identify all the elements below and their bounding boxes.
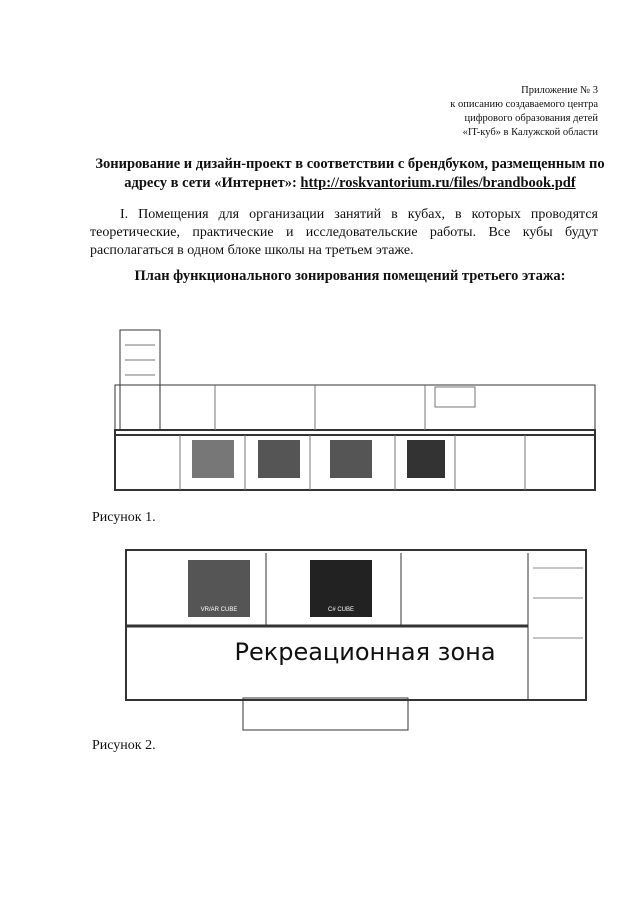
plan-title: План функционального зонирования помещений третьего этажа: <box>134 268 566 284</box>
floor-plan-1 <box>95 325 600 495</box>
annex-line: к описанию создаваемого центра <box>450 99 598 110</box>
document-title <box>90 155 610 193</box>
logo-text: VR/AR CUBE <box>200 607 238 613</box>
figure1-caption: Рисунок 1. <box>92 510 156 525</box>
annex-line: цифрового образования детей <box>464 113 598 124</box>
cube-logo <box>330 440 372 478</box>
figure2-caption: Рисунок 2. <box>92 738 156 753</box>
cube-logo <box>258 440 300 478</box>
annex-header <box>450 84 598 140</box>
annex-line: Приложение № 3 <box>521 85 598 96</box>
recreation-zone-label: Рекреационная зона <box>234 638 496 666</box>
brandbook-link[interactable]: http://roskvantorium.ru/files/brandbook.pdf <box>300 175 576 191</box>
floor-plan-2 <box>118 538 593 733</box>
paragraph: I. Помещения для организации занятий в кубах, в которых проводятся теоретические, практические и исследовательские работы. Все кубы будут располагаться в одном блоке школы на третьем этаже. <box>90 207 598 258</box>
logo-text: C# CUBE <box>327 607 355 613</box>
cube-logo <box>407 440 445 478</box>
title-text: Зонирование и дизайн-проект в соответствии с брендбуком, размещенным по адресу в сети «Интернет»: <box>95 156 605 191</box>
cube-logo <box>192 440 234 478</box>
annex-line: «IT-куб» в Калужской области <box>462 127 598 138</box>
